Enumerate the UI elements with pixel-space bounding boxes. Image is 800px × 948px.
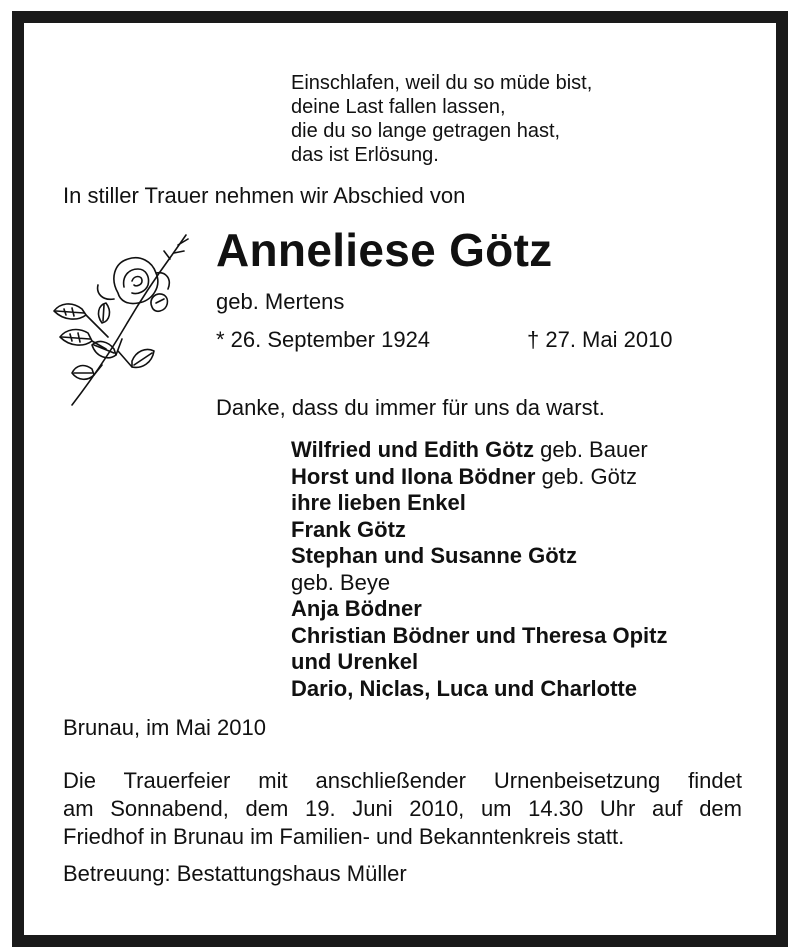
mourners-list [291, 437, 667, 702]
mourner-bold: Christian Bödner und Theresa Opitz [291, 622, 668, 648]
mourner-bold: Wilfried und Edith Götz [291, 437, 534, 462]
ceremony-text [63, 767, 742, 851]
birth-date: * 26. September 1924 [216, 327, 431, 352]
poem-line: deine Last fallen lassen, [291, 96, 506, 118]
poem-line: Einschlafen, weil du so müde bist, [291, 72, 593, 94]
mourner-row [291, 676, 667, 703]
mourner-bold: Horst und Ilona Bödner [291, 463, 536, 489]
mourner-normal: geb. Götz [535, 463, 637, 489]
ceremony-line: Die Trauerfeier mit anschließender Urnenbeisetzung findet [63, 768, 742, 793]
ceremony-line: Friedhof in Brunau im Familien- und Bekanntenkreis statt. [63, 824, 625, 849]
mourner-bold: ihre lieben Enkel [291, 490, 466, 515]
mourner-normal: geb. Bauer [534, 437, 648, 462]
intro-text: In stiller Trauer nehmen wir Abschied von [63, 183, 466, 208]
poem-line: das ist Erlösung. [291, 144, 439, 166]
thanks-text: Danke, dass du immer für uns da warst. [216, 395, 605, 420]
mourner-bold: und Urenkel [291, 649, 419, 674]
birth-name: geb. Mertens [216, 289, 345, 314]
mourner-bold: Stephan und Susanne Götz [291, 543, 578, 568]
poem [291, 71, 592, 167]
mourner-bold: Anja Bödner [291, 596, 422, 621]
mourner-row [291, 649, 667, 676]
poem-line: die du so lange getragen hast, [291, 120, 561, 142]
mourner-row [291, 464, 667, 491]
funeral-home: Betreuung: Bestattungshaus Müller [63, 861, 407, 886]
obituary-frame [12, 11, 788, 947]
mourner-row [291, 490, 667, 517]
death-date: † 27. Mai 2010 [527, 327, 673, 352]
mourner-normal: geb. Beye [291, 569, 391, 595]
mourner-row [291, 623, 667, 650]
mourner-bold: Frank Götz [291, 516, 406, 542]
mourner-row [291, 543, 667, 570]
deceased-name: Anneliese Götz [216, 224, 553, 276]
mourner-row [291, 570, 667, 597]
rose-icon [52, 229, 194, 409]
place-date: Brunau, im Mai 2010 [63, 715, 266, 740]
mourner-bold: Dario, Niclas, Luca und Charlotte [291, 675, 637, 701]
mourner-row [291, 596, 667, 623]
mourner-row [291, 517, 667, 544]
ceremony-line: am Sonnabend, dem 19. Juni 2010, um 14.30 Uhr auf dem [63, 796, 742, 821]
mourner-row [291, 437, 667, 464]
